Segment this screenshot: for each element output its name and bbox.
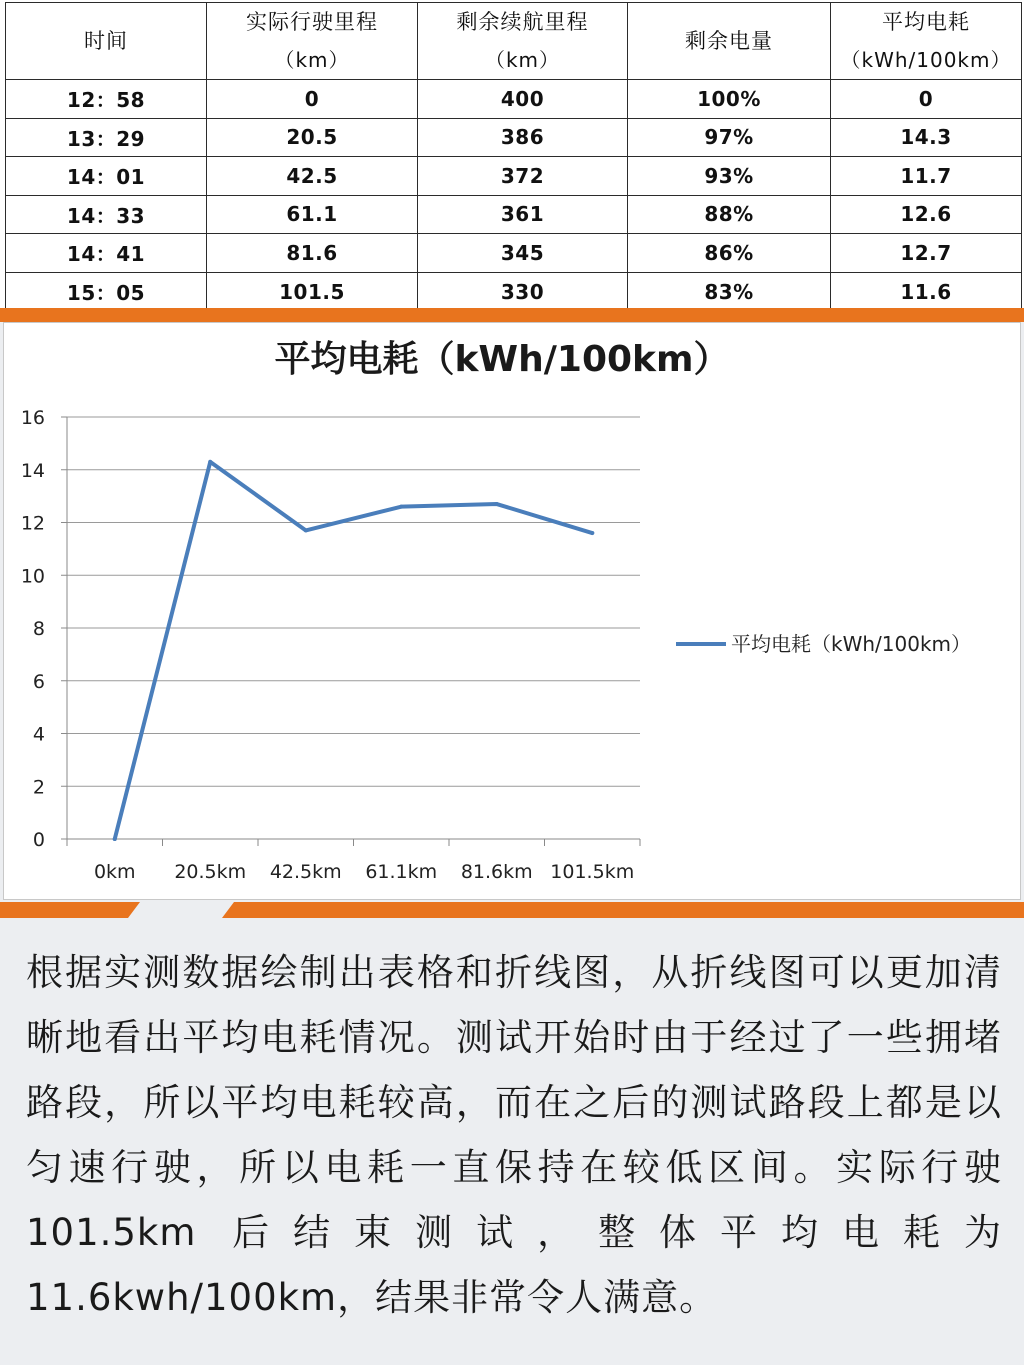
series-line <box>115 462 593 839</box>
cell-remaining-battery: 97% <box>628 118 831 157</box>
chart-panel <box>0 322 1024 902</box>
header-label: 剩余电量 <box>685 29 773 53</box>
table-row <box>6 234 1022 273</box>
description-section <box>0 918 1024 1365</box>
description-text: 根据实测数据绘制出表格和折线图，从折线图可以更加清晰地看出平均电耗情况。测试开始时由于经过了一些拥堵路段，所以平均电耗较高，而在之后的测试路段上都是以匀速行驶，所以电耗一直保持在较低区间。实际行驶 101.5km 后结束测试，整体平均电耗为 11.6kwh/100km，结果非常令人满意。 <box>26 951 1002 1319</box>
cell-remaining-range: 361 <box>418 195 628 234</box>
y-tick-label: 2 <box>32 776 45 799</box>
table-row <box>6 80 1022 119</box>
cell-remaining-battery: 86% <box>628 234 831 273</box>
cell-remaining-battery: 100% <box>628 80 831 119</box>
y-tick-label: 0 <box>32 829 45 851</box>
header-label: 实际行驶里程 <box>246 10 378 34</box>
y-tick-label: 6 <box>32 670 45 693</box>
x-tick-label: 20.5km <box>174 861 247 883</box>
cell-time: 13：29 <box>6 118 207 157</box>
table-row <box>6 195 1022 234</box>
data-point <box>590 531 594 535</box>
cell-remaining-range: 400 <box>418 80 628 119</box>
x-tick-label: 61.1km <box>365 861 438 883</box>
header-time <box>6 3 207 80</box>
cell-remaining-range: 386 <box>418 118 628 157</box>
axes <box>21 407 640 883</box>
series-lines <box>113 460 595 841</box>
table-row <box>6 272 1022 311</box>
y-tick-label: 14 <box>20 459 45 482</box>
table-row <box>6 118 1022 157</box>
cell-time: 14：33 <box>6 195 207 234</box>
cell-avg-consumption: 14.3 <box>831 118 1022 157</box>
legend-label: 平均电耗（kWh/100km） <box>731 632 972 656</box>
table-row <box>6 157 1022 196</box>
line-chart <box>4 323 1022 901</box>
cell-avg-consumption: 12.7 <box>831 234 1022 273</box>
cell-remaining-range: 330 <box>418 272 628 311</box>
cell-time: 14：01 <box>6 157 207 196</box>
x-tick-label: 81.6km <box>460 861 533 883</box>
cell-avg-consumption: 12.6 <box>831 195 1022 234</box>
data-table <box>5 2 1022 311</box>
data-point <box>495 502 499 506</box>
cell-remaining-range: 372 <box>418 157 628 196</box>
data-point <box>208 460 212 464</box>
header-label: 平均电耗 <box>882 10 970 34</box>
cell-remaining-battery: 83% <box>628 272 831 311</box>
cell-actual-distance: 20.5 <box>207 118 418 157</box>
cell-avg-consumption: 0 <box>831 80 1022 119</box>
header-unit: （kWh/100km） <box>840 48 1012 72</box>
y-tick-label: 16 <box>20 407 45 429</box>
cell-time: 15：05 <box>6 272 207 311</box>
header-label: 时间 <box>84 29 128 53</box>
orange-divider-top <box>0 308 1024 322</box>
header-avg-consumption <box>831 3 1022 80</box>
cell-time: 12：58 <box>6 80 207 119</box>
x-tick-label: 0km <box>93 861 136 883</box>
x-tick-label: 42.5km <box>269 861 342 883</box>
header-unit: （km） <box>274 48 350 72</box>
header-remaining-range <box>418 3 628 80</box>
data-point <box>399 505 403 509</box>
header-remaining-battery <box>628 3 831 80</box>
header-actual-distance <box>207 3 418 80</box>
cell-remaining-battery: 88% <box>628 195 831 234</box>
header-unit: （km） <box>484 48 561 72</box>
chart-area <box>3 322 1021 900</box>
cell-avg-consumption: 11.7 <box>831 157 1022 196</box>
cell-actual-distance: 0 <box>207 80 418 119</box>
cell-actual-distance: 42.5 <box>207 157 418 196</box>
data-point <box>304 528 308 532</box>
cell-remaining-range: 345 <box>418 234 628 273</box>
grid-lines <box>67 417 640 786</box>
header-label: 剩余续航里程 <box>456 10 589 34</box>
data-table-section <box>0 0 1024 308</box>
cell-actual-distance: 81.6 <box>207 234 418 273</box>
cell-avg-consumption: 11.6 <box>831 272 1022 311</box>
cell-remaining-battery: 93% <box>628 157 831 196</box>
data-point <box>113 837 117 841</box>
y-tick-label: 4 <box>32 723 45 746</box>
y-tick-label: 8 <box>32 618 45 640</box>
cell-actual-distance: 101.5 <box>207 272 418 311</box>
divider-notch <box>128 902 234 918</box>
x-tick-label: 101.5km <box>550 861 635 883</box>
cell-actual-distance: 61.1 <box>207 195 418 234</box>
cell-time: 14：41 <box>6 234 207 273</box>
y-tick-label: 12 <box>20 512 45 535</box>
table-header-row <box>6 3 1022 80</box>
chart-title: 平均电耗（kWh/100km） <box>274 339 730 380</box>
legend <box>676 632 971 656</box>
y-tick-label: 10 <box>20 565 45 588</box>
